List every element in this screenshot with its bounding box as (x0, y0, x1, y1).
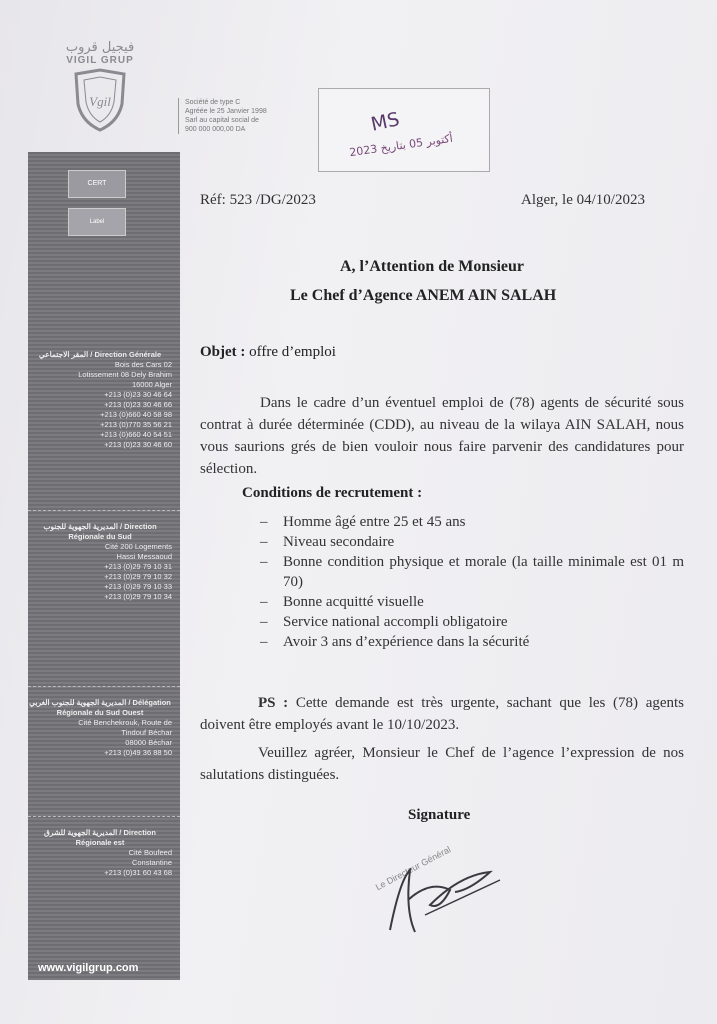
reception-stamp (318, 88, 490, 172)
block-title: المقر الاجتماعي / Direction Générale (38, 350, 162, 359)
company-line: Agréée le 25 Janvier 1998 (185, 108, 267, 115)
condition-text: Bonne acquitté visuelle (283, 594, 424, 610)
south-office-block (28, 522, 180, 602)
southwest-office-block (28, 698, 180, 758)
block-line: +213 (0)23 30 46 60 (104, 440, 172, 449)
block-line: +213 (0)23 30 46 64 (104, 390, 172, 399)
list-item: – Bonne condition physique et morale (la taille minimale est 01 m 70) (260, 554, 684, 590)
list-item: – Homme âgé entre 25 et 45 ans (260, 514, 466, 530)
divider (28, 686, 180, 687)
list-item: – Bonne acquitté visuelle (260, 594, 424, 610)
block-line: Hassi Messaoud (116, 552, 172, 561)
company-line: Sarl au capital social de (185, 117, 259, 124)
block-line: +213 (0)49 36 88 50 (104, 748, 172, 757)
condition-text: Homme âgé entre 25 et 45 ans (283, 514, 466, 530)
condition-text: Avoir 3 ans d’expérience dans la sécurité (283, 634, 530, 650)
block-line: Constantine (131, 858, 172, 867)
block-line: Bois des Cars 02 (114, 360, 172, 369)
block-line: Tindouf Béchar (121, 728, 172, 737)
block-line: +213 (0)31 60 43 68 (104, 868, 172, 877)
block-line: 16000 Alger (131, 380, 172, 389)
block-title: المديرية الجهوية للجنوب / Direction Régionale du Sud (43, 522, 157, 541)
logo-brand-text: VIGIL GRUP (66, 55, 134, 66)
shield-icon (72, 68, 128, 132)
block-title: المديرية الجهوية للجنوب الغربي / Délégation Régionale du Sud Ouest (29, 698, 171, 717)
block-line: +213 (0)660 40 58 98 (100, 410, 172, 419)
list-item: – Service national accompli obligatoire (260, 614, 508, 630)
subject-label: Objet : (200, 344, 246, 360)
block-line: +213 (0)660 40 54 51 (100, 430, 172, 439)
east-office-block (28, 828, 180, 878)
block-line: +213 (0)29 79 10 31 (104, 562, 172, 571)
divider (28, 816, 180, 817)
block-line: +213 (0)29 79 10 34 (104, 592, 172, 601)
conditions-list (260, 512, 684, 652)
svg-text:Vgil: Vgil (89, 94, 111, 109)
ps-label: PS : (258, 695, 289, 711)
condition-text: Service national accompli obligatoire (283, 614, 508, 630)
block-line: Cité Boufeed (128, 848, 172, 857)
sidebar-contacts (28, 152, 180, 980)
signature-label: Signature (408, 807, 471, 823)
company-logo (60, 40, 140, 132)
stamp-initials: MS (369, 108, 402, 136)
divider (28, 510, 180, 511)
block-line: +213 (0)29 79 10 32 (104, 572, 172, 581)
company-line: Société de type C (185, 99, 241, 106)
condition-text: Niveau secondaire (283, 534, 395, 550)
body-paragraph: Dans le cadre d’un éventuel emploi de (78) agents de sécurité sous contrat à durée déterminée (CDD), au niveau de la wilaya AIN SALAH, nous vous saurions grés de bien vouloir nous faire parvenir des candidatures pour sélection. (200, 395, 684, 477)
certification-badge-2: Label (68, 208, 126, 236)
list-item: – Avoir 3 ans d’expérience dans la sécurité (260, 634, 530, 650)
closing-paragraph: Veuillez agréer, Monsieur le Chef de l’agence l’expression de nos salutations distinguées. (200, 745, 684, 783)
place-date: Alger, le 04/10/2023 (521, 192, 645, 208)
reference-number: Réf: 523 /DG/2023 (200, 192, 316, 208)
block-line: +213 (0)23 30 46 66 (104, 400, 172, 409)
website-link: www.vigilgrup.com (38, 962, 139, 974)
block-line: +213 (0)29 79 10 33 (104, 582, 172, 591)
recipient-line-2: Le Chef d’Agence ANEM AIN SALAH (290, 287, 557, 304)
condition-text: Bonne condition physique et morale (la taille minimale est 01 m 70) (283, 554, 684, 590)
block-line: Cité 200 Logements (104, 542, 172, 551)
block-line: Cité Benchekrouk, Route de (78, 718, 172, 727)
company-info (178, 98, 267, 134)
block-line: +213 (0)770 35 56 21 (100, 420, 172, 429)
ps-text: Cette demande est très urgente, sachant que les (78) agents doivent être employés avant le 10/10/2023. (200, 695, 685, 733)
block-line: Lotissement 08 Dely Brahim (78, 370, 172, 379)
block-line: 08000 Béchar (125, 738, 172, 747)
logo-arabic-text: فيجيل قروب (65, 40, 135, 55)
subject-text: offre d’emploi (249, 344, 336, 360)
block-title: المديرية الجهوية للشرق / Direction Régionale est (44, 828, 156, 847)
list-item: – Niveau secondaire (260, 534, 395, 550)
subject-line (200, 344, 336, 361)
certification-badge: CERT (68, 170, 126, 198)
postscript (200, 692, 684, 736)
recipient-line-1: A, l’Attention de Monsieur (340, 258, 524, 275)
stamp-date: 2023 أكتوبر 05 بتاريخ (348, 131, 454, 160)
conditions-title: Conditions de recrutement : (242, 485, 423, 501)
company-line: 900 000 000,00 DA (185, 126, 246, 133)
svg-text:Le Directeur Général: Le Directeur Général (373, 844, 453, 893)
signature-stamp-icon (370, 820, 510, 945)
head-office-block (28, 350, 180, 450)
